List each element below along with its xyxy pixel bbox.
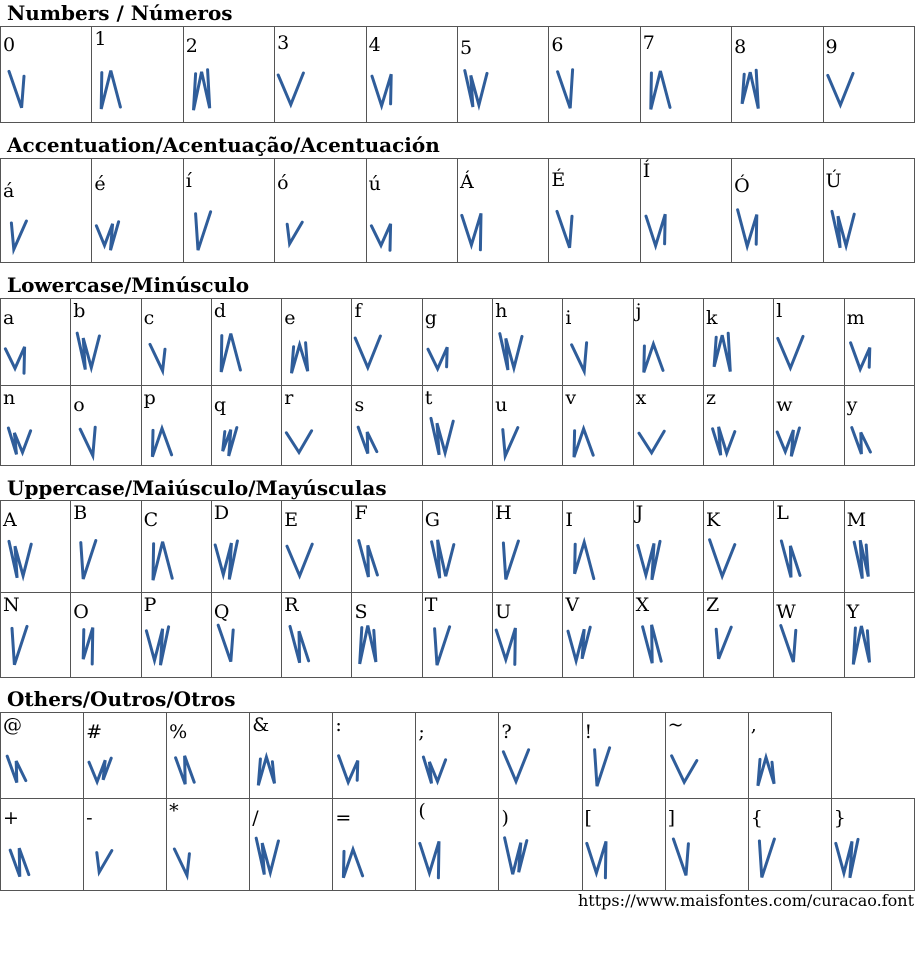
glyph-sample [252,835,282,879]
glyph-sample [751,743,781,787]
glyph-cell [563,299,633,386]
glyph-label: D [213,502,230,524]
glyph-cell [563,386,633,466]
glyph-label: y [846,394,858,416]
glyph-label: G [424,509,440,531]
heading-others: Others/Outros/Otros [7,687,236,711]
glyph-label: ) [501,807,509,829]
glyph-cell [844,386,914,466]
glyph-cell [352,593,422,678]
glyph-sample [776,330,806,374]
glyph-cell [1,593,71,678]
glyph-cell [1,799,84,891]
glyph-sample [734,67,764,111]
heading-accents: Accentuation/Acentuação/Acentuación [7,133,440,157]
glyph-label: [ [584,807,592,829]
glyph-sample [776,414,806,458]
glyph-label: & [252,714,270,736]
glyph-sample [354,622,384,666]
glyph-cell [275,27,366,123]
glyph-cell [748,713,831,799]
glyph-cell [499,799,582,891]
glyph-label: r [284,387,294,409]
glyph-label: P [143,594,157,616]
glyph-sample [73,622,103,666]
glyph-sample [495,622,525,666]
glyph-sample [668,743,698,787]
glyph-label: = [335,807,352,829]
glyph-sample [144,330,174,374]
glyph-label: e [284,307,296,329]
glyph-sample [460,67,490,111]
glyph-cell [275,159,366,263]
glyph-sample [706,622,736,666]
glyph-cell [84,713,167,799]
glyph-cell [141,501,211,593]
glyph-cell [352,299,422,386]
glyph-sample [186,207,216,251]
glyph-label: b [73,300,86,322]
glyph-sample [214,330,244,374]
glyph-cell [499,713,582,799]
glyph-sample [460,207,490,251]
glyph-label: C [143,509,159,531]
heading-uppercase: Uppercase/Maiúsculo/Mayúsculas [7,476,387,500]
glyph-label: k [705,307,718,329]
glyph-row [1,593,915,678]
glyph-label: 6 [551,34,564,56]
glyph-label: , [750,714,757,736]
glyph-label: ! [584,721,593,743]
glyph-label: 2 [185,35,198,57]
glyph-sample [354,414,384,458]
glyph-cell [422,593,492,678]
glyph-label: Í [642,160,651,182]
glyph-sample [3,330,33,374]
glyph-label: / [252,807,259,829]
glyph-cell [633,593,703,678]
glyph-cell [352,386,422,466]
glyph-sample [636,414,666,458]
glyph-label: t [424,387,433,409]
glyph-sample [277,67,307,111]
grid-accents [0,158,915,263]
glyph-row [1,159,915,263]
glyph-sample [425,414,455,458]
glyph-cell [844,501,914,593]
glyph-cell [493,501,563,593]
glyph-cell [416,713,499,799]
glyph-sample [369,207,399,251]
glyph-cell [844,593,914,678]
glyph-sample [73,414,103,458]
glyph-label: z [705,387,716,409]
heading-numbers: Numbers / Números [7,1,233,25]
glyph-sample [706,414,736,458]
glyph-cell [1,159,92,263]
glyph-cell [250,713,333,799]
glyph-label: V [565,594,580,616]
glyph-label: R [284,594,299,616]
glyph-label: O [73,601,89,623]
glyph-label: w [776,394,793,416]
glyph-cell [774,501,844,593]
glyph-sample [706,537,736,581]
glyph-label: i [565,307,572,329]
glyph-cell [333,799,416,891]
glyph-sample [565,414,595,458]
glyph-sample [354,330,384,374]
glyph-cell [167,799,250,891]
heading-lowercase: Lowercase/Minúsculo [7,273,250,297]
glyph-label: E [284,509,299,531]
glyph-sample [335,835,365,879]
glyph-sample [501,835,531,879]
glyph-label: M [846,509,867,531]
glyph-label: A [3,509,17,531]
glyph-label: É [551,169,566,191]
glyph-sample [776,537,806,581]
glyph-cell [748,799,831,891]
glyph-label: F [354,502,368,524]
glyph-cell [633,386,703,466]
glyph-sample [585,835,615,879]
glyph-label: @ [3,714,22,736]
glyph-cell [250,799,333,891]
glyph-sample [3,67,33,111]
glyph-cell [141,299,211,386]
glyph-cell [549,159,640,263]
footer-url: https://www.maisfontes.com/curacao.font [578,891,914,910]
glyph-sample [585,743,615,787]
glyph-sample [565,622,595,666]
glyph-cell [71,386,141,466]
glyph-sample [551,207,581,251]
glyph-cell [703,386,773,466]
glyph-cell [703,299,773,386]
glyph-sample [169,835,199,879]
glyph-sample [751,835,781,879]
glyph-label: { [750,807,763,829]
glyph-sample [335,743,365,787]
glyph-row [1,501,915,593]
glyph-cell [352,501,422,593]
glyph-sample [636,330,666,374]
glyph-sample [86,743,116,787]
glyph-cell [92,27,183,123]
glyph-sample [94,67,124,111]
glyph-label: - [86,807,93,829]
glyph-label: c [143,307,155,329]
glyph-sample [354,537,384,581]
glyph-cell [823,27,914,123]
glyph-label: g [424,307,437,329]
glyph-sample [284,537,314,581]
glyph-sample [3,414,33,458]
glyph-sample [418,835,448,879]
glyph-cell [457,159,548,263]
glyph-cell [633,501,703,593]
glyph-label: % [169,721,188,743]
glyph-cell [282,299,352,386]
glyph-cell [774,593,844,678]
glyph-row [1,799,915,891]
glyph-sample [418,743,448,787]
glyph-sample [495,414,525,458]
glyph-sample [501,743,531,787]
grid-uppercase [0,500,915,678]
glyph-cell [493,299,563,386]
glyph-sample [284,330,314,374]
glyph-cell [493,386,563,466]
glyph-label: é [94,173,106,195]
glyph-sample [734,207,764,251]
glyph-cell [211,299,281,386]
glyph-label: m [846,307,865,329]
glyph-cell [1,386,71,466]
glyph-sample [425,537,455,581]
glyph-label: T [424,594,438,616]
glyph-label: L [776,502,789,524]
glyph-cell [831,799,914,891]
glyph-label: ; [418,721,425,743]
glyph-sample [3,207,33,251]
glyph-sample [834,835,864,879]
glyph-cell [141,386,211,466]
glyph-sample [169,743,199,787]
glyph-label: Á [459,171,474,193]
glyph-cell [732,159,823,263]
glyph-cell [71,501,141,593]
glyph-label: W [776,601,796,623]
glyph-sample [847,414,877,458]
glyph-cell [582,713,665,799]
glyph-label: + [3,807,19,829]
glyph-sample [284,622,314,666]
glyph-label: p [143,387,156,409]
glyph-sample [73,330,103,374]
glyph-row [1,713,915,799]
glyph-cell [640,27,731,123]
glyph-label: q [213,394,227,416]
glyph-label: h [495,300,508,322]
glyph-cell [703,593,773,678]
glyph-cell [211,386,281,466]
glyph-label: } [833,807,846,829]
glyph-cell [633,299,703,386]
glyph-label: u [495,394,508,416]
glyph-label: í [185,170,192,192]
glyph-cell [422,501,492,593]
glyph-label: X [635,594,650,616]
glyph-sample [3,622,33,666]
glyph-label: o [73,394,85,416]
glyph-sample [565,330,595,374]
glyph-label: K [705,509,721,531]
glyph-cell [282,593,352,678]
glyph-label: Y [846,601,860,623]
glyph-cell [1,299,71,386]
glyph-label: 4 [368,34,381,56]
glyph-label: 0 [3,34,16,56]
glyph-label: J [635,502,644,524]
glyph-row [1,386,915,466]
glyph-sample [565,537,595,581]
glyph-cell [665,799,748,891]
glyph-sample [214,537,244,581]
glyph-label: 9 [825,36,838,58]
glyph-cell [732,27,823,123]
glyph-cell [92,159,183,263]
glyph-sample [3,743,33,787]
glyph-cell [665,713,748,799]
glyph-label: ? [501,721,512,743]
glyph-sample [776,622,806,666]
glyph-sample [668,835,698,879]
glyph-sample [3,537,33,581]
glyph-label: ( [418,800,426,822]
grid-numbers [0,26,915,123]
glyph-sample [847,537,877,581]
glyph-cell [582,799,665,891]
glyph-cell [282,501,352,593]
glyph-sample [214,414,244,458]
glyph-sample [551,67,581,111]
glyph-cell [844,299,914,386]
glyph-sample [3,835,33,879]
glyph-cell [823,159,914,263]
glyph-label: 7 [642,32,655,54]
glyph-label: : [335,714,342,736]
glyph-label: ~ [667,714,684,736]
glyph-sample [144,622,174,666]
glyph-row [1,27,915,123]
glyph-label: n [3,387,16,409]
glyph-cell [493,593,563,678]
glyph-sample [636,537,666,581]
glyph-label: U [495,601,512,623]
glyph-cell [640,159,731,263]
glyph-sample [214,622,244,666]
glyph-label: l [776,300,783,322]
glyph-cell [422,299,492,386]
glyph-cell [282,386,352,466]
glyph-sample [706,330,736,374]
glyph-cell [774,386,844,466]
glyph-cell [422,386,492,466]
glyph-label: * [169,800,179,822]
glyph-label: ú [368,173,381,195]
glyph-sample [826,207,856,251]
glyph-sample [495,537,525,581]
glyph-sample [73,537,103,581]
glyph-cell [703,501,773,593]
glyph-label: a [3,307,15,329]
grid-others [0,712,915,891]
glyph-cell [416,799,499,891]
glyph-label: ] [667,807,676,829]
glyph-label: N [3,594,20,616]
glyph-sample [369,67,399,111]
glyph-row [1,299,915,386]
glyph-label: Ú [825,170,842,192]
glyph-label: 8 [734,36,747,58]
glyph-sample [186,67,216,111]
glyph-label: 5 [459,37,473,59]
glyph-label: I [565,509,573,531]
glyph-label: s [354,394,365,416]
glyph-label: f [354,300,362,322]
glyph-sample [144,537,174,581]
glyph-label: # [86,721,102,743]
glyph-sample [636,622,666,666]
glyph-label: x [635,387,647,409]
glyph-label: á [3,180,15,202]
glyph-cell [366,159,457,263]
glyph-cell [774,299,844,386]
glyph-sample [144,414,174,458]
glyph-label: H [495,502,512,524]
glyph-sample [643,207,673,251]
glyph-sample [425,330,455,374]
glyph-cell [549,27,640,123]
glyph-sample [277,207,307,251]
glyph-sample [284,414,314,458]
glyph-cell [71,299,141,386]
glyph-cell [563,593,633,678]
glyph-cell [1,27,92,123]
glyph-label: d [213,300,227,322]
glyph-cell [211,501,281,593]
grid-lowercase [0,298,915,466]
glyph-cell [1,501,71,593]
glyph-sample [826,67,856,111]
glyph-cell [563,501,633,593]
glyph-sample [425,622,455,666]
glyph-cell [183,27,274,123]
glyph-label: 3 [277,32,290,54]
glyph-cell [71,593,141,678]
glyph-label: ó [277,172,289,194]
glyph-label: B [73,502,88,524]
glyph-label: j [635,300,642,322]
glyph-cell [333,713,416,799]
glyph-cell [141,593,211,678]
glyph-label: Ó [734,175,750,197]
glyph-label: 1 [94,28,107,50]
glyph-cell [167,713,250,799]
glyph-sample [847,622,877,666]
glyph-sample [86,835,116,879]
glyph-cell [1,713,84,799]
glyph-label: Q [213,601,230,623]
glyph-cell [84,799,167,891]
glyph-sample [252,743,282,787]
glyph-cell [457,27,548,123]
glyph-label: v [565,387,577,409]
glyph-sample [643,67,673,111]
glyph-label: S [354,601,368,623]
glyph-sample [94,207,124,251]
glyph-label: Z [705,594,720,616]
glyph-sample [847,330,877,374]
glyph-sample [495,330,525,374]
glyph-cell [183,159,274,263]
glyph-cell [211,593,281,678]
glyph-cell [366,27,457,123]
